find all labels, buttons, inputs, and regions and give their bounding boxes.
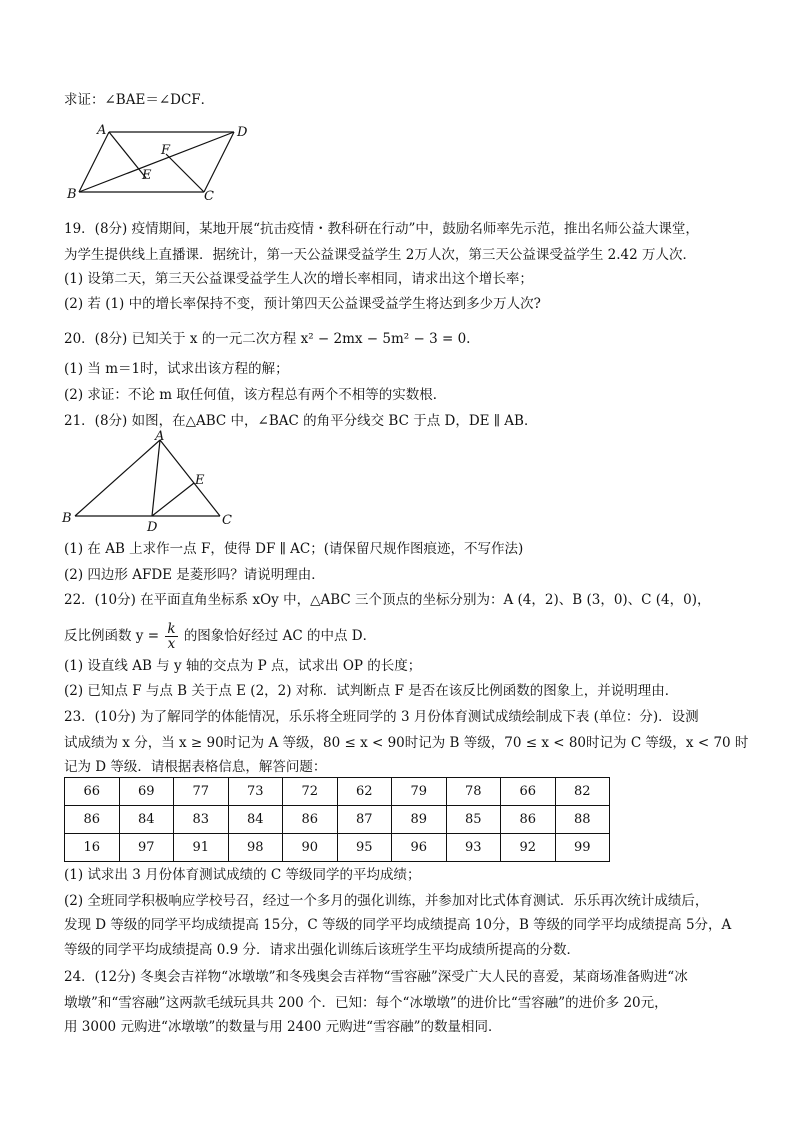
q23-line-1: 23．(10分) 为了解同学的体能情况，乐乐将全班同学的 3 月份体育测试成绩绘制成下表 (单位：分)．设测 bbox=[64, 709, 699, 725]
table-row bbox=[65, 834, 610, 862]
q23-part-1: (1) 试求出 3 月份体育测试成绩的 C 等级同学的平均成绩； bbox=[64, 867, 421, 883]
table-cell: 95 bbox=[337, 834, 392, 862]
fig21-label-e: E bbox=[195, 473, 205, 488]
table-row bbox=[65, 806, 610, 834]
table-cell: 66 bbox=[501, 778, 556, 806]
q21-part-1: (1) 在 AB 上求作一点 F，使得 DF ∥ AC；(请保留尺规作图痕迹，不写作法) bbox=[64, 541, 524, 557]
table-cell: 69 bbox=[119, 778, 174, 806]
table-cell: 98 bbox=[228, 834, 283, 862]
table-cell: 88 bbox=[555, 806, 610, 834]
q24-line-3: 用 3000 元购进“冰墩墩”的数量与用 2400 元购进“雪容融”的数量相同． bbox=[64, 1019, 502, 1035]
q22-part-2: (2) 已知点 F 与点 B 关于点 E (2，2) 对称．试判断点 F 是否在该反比例函数的图象上，并说明理由． bbox=[64, 683, 679, 699]
q23-part-2-line-3: 等级的同学平均成绩提高 0.9 分．请求出强化训练后该班学生平均成绩所提高的分数． bbox=[64, 942, 581, 958]
table-cell: 73 bbox=[228, 778, 283, 806]
table-cell: 92 bbox=[501, 834, 556, 862]
table-cell: 85 bbox=[446, 806, 501, 834]
table-cell: 84 bbox=[228, 806, 283, 834]
fig18-label-c: C bbox=[204, 189, 214, 202]
score-table-body bbox=[65, 778, 610, 862]
table-cell: 83 bbox=[174, 806, 229, 834]
table-cell: 77 bbox=[174, 778, 229, 806]
q22-fraction-denominator: x bbox=[167, 636, 176, 652]
q18-prove-statement: 求证：∠BAE＝∠DCF． bbox=[64, 92, 215, 108]
fig18-label-a: A bbox=[97, 123, 107, 138]
q19-line-2: 为学生提供线上直播课．据统计，第一天公益课受益学生 2万人次，第三天公益课受益学生 2.42 万人次． bbox=[64, 247, 697, 263]
fig18-label-d: D bbox=[237, 125, 248, 140]
q23-line-3: 记为 D 等级．请根据表格信息，解答问题： bbox=[64, 759, 327, 775]
table-cell: 97 bbox=[119, 834, 174, 862]
fig18-label-e: E bbox=[142, 168, 152, 183]
q20-part-2: (2) 求证：不论 m 取任何值，该方程总有两个不相等的实数根． bbox=[64, 387, 447, 403]
q22-part-1: (1) 设直线 AB 与 y 轴的交点为 P 点，试求出 OP 的长度； bbox=[64, 658, 422, 674]
table-cell: 93 bbox=[446, 834, 501, 862]
table-row bbox=[65, 778, 610, 806]
q23-part-2-line-1: (2) 全班同学积极响应学校号召，经过一个多月的强化训练，并参加对比式体育测试．乐乐再次统计成绩后， bbox=[64, 893, 709, 909]
table-cell: 86 bbox=[283, 806, 338, 834]
fig21-label-d: D bbox=[147, 520, 158, 534]
q23-line-2: 试成绩为 x 分，当 x ≥ 90时记为 A 等级，80 ≤ x < 90时记为 B 等级，70 ≤ x < 80时记为 C 等级，x < 70 时 bbox=[64, 735, 749, 751]
q22-line-1: 22．(10分) 在平面直角坐标系 xOy 中，△ABC 三个顶点的坐标分别为：A (4，2)、B (3，0)、C (4，0)， bbox=[64, 592, 711, 608]
q22-fraction bbox=[165, 622, 177, 651]
q21-line-1: 21．(8分) 如图，在△ABC 中，∠BAC 的角平分线交 BC 于点 D，DE ∥ AB． bbox=[64, 413, 538, 429]
q22-line-2 bbox=[64, 622, 376, 651]
table-cell: 62 bbox=[337, 778, 392, 806]
table-cell: 72 bbox=[283, 778, 338, 806]
table-cell: 87 bbox=[337, 806, 392, 834]
q20-part-1: (1) 当 m＝1时，试求出该方程的解； bbox=[64, 361, 289, 377]
table-cell: 86 bbox=[501, 806, 556, 834]
q19-line-1: 19．(8分) 疫情期间，某地开展“抗击疫情・教科研在行动”中，鼓励名师率先示范，推出名师公益大课堂， bbox=[64, 221, 699, 237]
table-cell: 66 bbox=[65, 778, 120, 806]
q23-score-table bbox=[64, 777, 610, 862]
table-cell: 90 bbox=[283, 834, 338, 862]
q24-line-1: 24．(12分) 冬奥会吉祥物“冰墩墩”和冬残奥会吉祥物“雪容融”深受广大人民的喜爱，某商场准备购进“冰 bbox=[64, 969, 688, 985]
table-cell: 86 bbox=[65, 806, 120, 834]
fig21-label-c: C bbox=[222, 513, 232, 528]
table-cell: 91 bbox=[174, 834, 229, 862]
fig18-label-f: F bbox=[161, 143, 171, 158]
table-cell: 89 bbox=[392, 806, 447, 834]
q21-triangle-figure bbox=[60, 430, 245, 534]
q22-function-suffix: 的图象恰好经过 AC 的中点 D． bbox=[183, 628, 377, 644]
fig21-label-b: B bbox=[62, 511, 72, 526]
q21-part-2: (2) 四边形 AFDE 是菱形吗？请说明理由． bbox=[64, 567, 325, 583]
table-cell: 79 bbox=[392, 778, 447, 806]
q18-parallelogram-figure bbox=[64, 120, 264, 202]
table-cell: 96 bbox=[392, 834, 447, 862]
q19-part-2: (2) 若 (1) 中的增长率保持不变，预计第四天公益课受益学生将达到多少万人次? bbox=[64, 296, 541, 312]
q20-line-1: 20．(8分) 已知关于 x 的一元二次方程 x² − 2mx − 5m² − 3 = 0. bbox=[64, 331, 471, 347]
table-cell: 99 bbox=[555, 834, 610, 862]
q24-line-2: 墩墩”和“雪容融”这两款毛绒玩具共 200 个．已知：每个“冰墩墩”的进价比“雪容融”的进价多 20元， bbox=[64, 995, 668, 1011]
q22-function-prefix: 反比例函数 y = bbox=[64, 628, 160, 644]
q19-part-1: (1) 设第二天，第三天公益课受益学生人次的增长率相同，请求出这个增长率； bbox=[64, 271, 533, 287]
fig18-label-b: B bbox=[67, 187, 77, 202]
table-cell: 82 bbox=[555, 778, 610, 806]
table-cell: 16 bbox=[65, 834, 120, 862]
q23-part-2-line-2: 发现 D 等级的同学平均成绩提高 15分，C 等级的同学平均成绩提高 10分，B 等级的同学平均成绩提高 5分，A bbox=[64, 917, 732, 933]
table-cell: 84 bbox=[119, 806, 174, 834]
table-cell: 78 bbox=[446, 778, 501, 806]
fig21-label-a: A bbox=[155, 430, 165, 444]
q22-fraction-numerator: k bbox=[167, 621, 176, 637]
